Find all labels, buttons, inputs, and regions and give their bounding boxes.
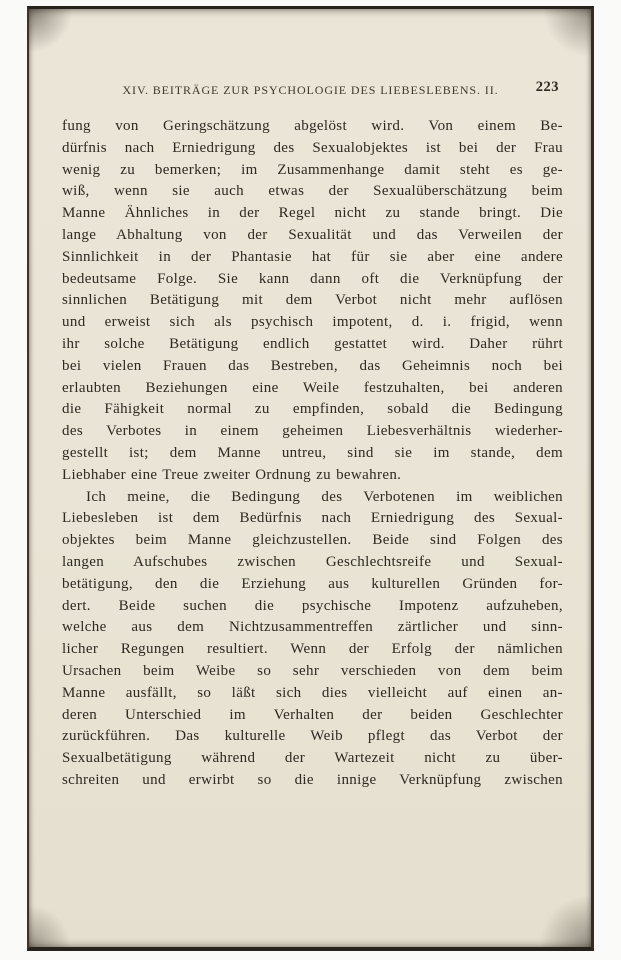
text-line: zurückführen. Das kulturelle Weib pflegt das Verbot der	[62, 728, 563, 745]
paragraph	[62, 116, 563, 487]
text-line: Liebesleben ist dem Bedürfnis nach Erniedrigung des Sexual-	[62, 510, 563, 527]
page-content	[29, 9, 591, 792]
text-line: die Fähigkeit normal zu empfinden, sobald die Bedingung	[62, 401, 563, 418]
text-line: objektes beim Manne gleichzustellen. Beide sind Folgen des	[62, 532, 563, 549]
text-line: bei vielen Frauen das Bestreben, das Geheimnis noch bei	[62, 357, 563, 374]
text-line: lange Abhaltung von der Sexualität und das Verweilen der	[62, 226, 563, 243]
text-line: sinnlichen Betätigung mit dem Verbot nicht mehr auflösen	[62, 292, 563, 309]
text-line: wiß, wenn sie auch etwas der Sexualüberschätzung beim	[62, 183, 563, 200]
text-line: ihr solche Betätigung endlich gestattet wird. Daher rührt	[62, 335, 563, 352]
text-line: des Verbotes in einem geheimen Liebesverhältnis wiederher-	[62, 423, 563, 440]
text-line: Sexualbetätigung während der Wartezeit nicht zu über-	[62, 750, 563, 767]
text-line: deren Unterschied im Verhalten der beiden Geschlechter	[62, 706, 563, 723]
text-line: dürfnis nach Erniedrigung des Sexualobjektes ist bei der Frau	[62, 139, 563, 156]
running-title: XIV. BEITRÄGE ZUR PSYCHOLOGIE DES LIEBESLEBENS. II.	[122, 83, 499, 97]
text-line: licher Regungen resultiert. Wenn der Erfolg der nämlichen	[62, 641, 563, 658]
text-line: gestellt ist; dem Manne untreu, sind sie im stande, dem	[62, 444, 563, 461]
text-line: welche aus dem Nichtzusammentreffen zärtlicher und sinn-	[62, 619, 563, 636]
text-line: Ich meine, die Bedingung des Verbotenen im weiblichen	[86, 488, 563, 505]
text-line: Manne Ähnliches in der Regel nicht zu stande bringt. Die	[62, 205, 563, 222]
scanned-page	[27, 6, 594, 951]
text-line: erlaubten Beziehungen eine Weile festzuhalten, bei anderen	[62, 379, 563, 396]
text-line: Manne ausfällt, so läßt sich dies vielleicht auf einen an-	[62, 684, 563, 701]
text-line: fung von Geringschätzung abgelöst wird. Von einem Be-	[62, 118, 563, 134]
text-line: langen Aufschubes zwischen Geschlechtsreife und Sexual-	[62, 553, 563, 570]
text-line: und erweist sich als psychisch impotent, d. i. frigid, wenn	[62, 314, 563, 331]
text-line: Ursachen beim Weibe so sehr verschieden von dem beim	[62, 662, 563, 679]
text-line: dert. Beide suchen die psychische Impotenz aufzuheben,	[62, 597, 563, 614]
page-header	[62, 81, 559, 101]
text-line: Liebhaber eine Treue zweiter Ordnung zu bewahren.	[62, 466, 402, 483]
text-line: schreiten und erwirbt so die innige Verknüpfung zwischen	[62, 771, 563, 788]
text-line: betätigung, den die Erziehung aus kulturellen Gründen for-	[62, 575, 563, 592]
text-line: wenig zu bemerken; im Zusammenhange damit steht es ge-	[62, 161, 563, 178]
paragraph	[62, 487, 563, 792]
text-line: bedeutsame Folge. Sie kann dann oft die Verknüpfung der	[62, 270, 563, 287]
text-line: Sinnlichkeit in der Phantasie hat für sie aber eine andere	[62, 248, 563, 265]
page-body	[62, 116, 563, 792]
page-number: 223	[535, 79, 559, 95]
